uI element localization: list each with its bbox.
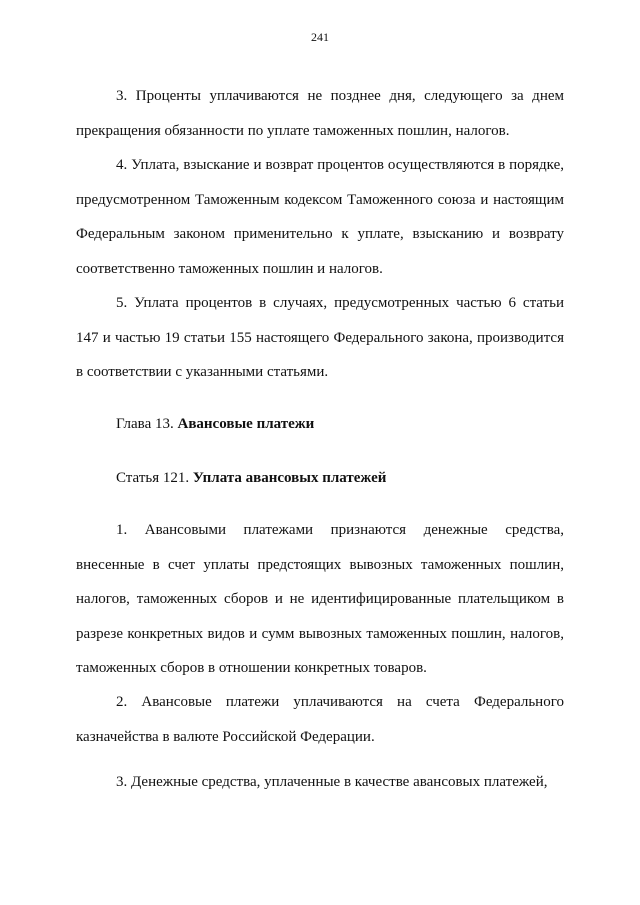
paragraph-interest-procedure: 4. Уплата, взыскание и возврат процентов осуществляются в порядке, предусмотренном Таможенным кодексом Таможенного союза и настоящим Федеральным законом применительно к уплате, взысканию и возврату соответственно таможенных пошлин и налогов. (76, 157, 564, 277)
article-title: Уплата авансовых платежей (192, 470, 387, 486)
paragraph-interest-deadline: 3. Проценты уплачиваются не позднее дня, следующего за днем прекращения обязанности по уплате таможенных пошлин, налогов. (76, 88, 564, 139)
chapter-heading (116, 414, 314, 434)
page-number: 241 (311, 30, 329, 44)
paragraph-advance-definition: 1. Авансовыми платежами признаются денежные средства, внесенные в счет уплаты предстоящих вывозных таможенных пошлин, налогов, таможенных сборов и не идентифицированные плательщиком в разрезе конкретных видов и сумм вывозных таможенных пошлин, налогов, таможенных сборов в отношении конкретных товаров. (76, 522, 564, 676)
chapter-prefix: Глава 13. (116, 416, 174, 432)
paragraph-advance-accounts: 2. Авансовые платежи уплачиваются на счета Федерального казначейства в валюте Российской Федерации. (76, 694, 564, 745)
article-prefix: Статья 121. (116, 470, 190, 486)
paragraph-advance-funds: 3. Денежные средства, уплаченные в качестве авансовых платежей, (116, 774, 548, 790)
chapter-title: Авансовые платежи (177, 416, 315, 432)
paragraph-interest-cases: 5. Уплата процентов в случаях, предусмотренных частью 6 статьи 147 и частью 19 статьи 155 настоящего Федерального закона, производится в соответствии с указанными статьями. (76, 295, 564, 380)
article-heading (116, 468, 386, 488)
